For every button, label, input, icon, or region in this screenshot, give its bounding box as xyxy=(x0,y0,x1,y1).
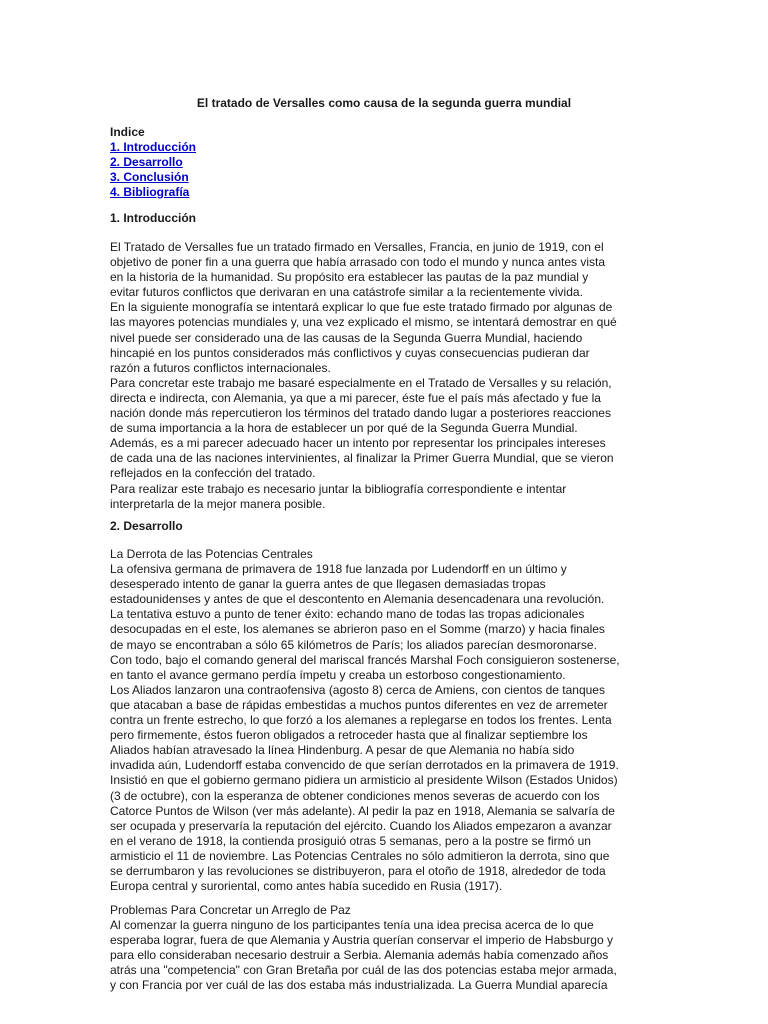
subheading-line: Problemas Para Concretar un Arreglo de Paz xyxy=(110,903,351,917)
text-line: La tentativa estuvo a punto de tener éxito: echando mano de todas las tropas adicionales xyxy=(110,607,585,622)
text-line: Al comenzar la guerra ninguno de los participantes tenía una idea precisa acerca de lo que xyxy=(110,918,594,933)
text-line: La ofensiva germana de primavera de 1918 fue lanzada por Ludendorff en un último y xyxy=(110,562,567,577)
text-line: razón a futuros conflictos internacionales. xyxy=(110,360,331,375)
text-line: estadounidenses y antes de que el descontento en Alemania desencadenara una revolución. xyxy=(110,592,605,607)
text-line: contra un frente estrecho, lo que forzó a los alemanes a replegarse en todos los frentes. Lenta xyxy=(110,713,612,728)
section-heading-introduccion: 1. Introducción xyxy=(110,211,197,225)
desarrollo-paragraph xyxy=(110,547,658,894)
text-line: evitar futuros conflictos que derivaran en una catástrofe similar a la recientemente vivida. xyxy=(110,285,583,300)
text-line: Los Aliados lanzaron una contraofensiva (agosto 8) cerca de Amiens, con cientos de tanques xyxy=(110,682,605,697)
text-line: Europa central y suroriental, como antes había sucedido en Rusia (1917). xyxy=(110,879,503,894)
problemas-paragraph xyxy=(110,903,658,994)
text-line: nación donde más repercutieron los términos del tratado dando lugar a posteriores reacciones xyxy=(110,406,611,421)
text-line: (3 de octubre), con la esperanza de obtener condiciones menos severas de acuerdo con los xyxy=(110,788,600,803)
text-line: en la historia de la humanidad. Su propósito era establecer las pautas de la paz mundial y xyxy=(110,270,589,285)
text-line: Insistió en que el gobierno germano pidiera un armisticio al presidente Wilson (Estados Unidos) xyxy=(110,773,618,788)
text-line: para ello consideraban necesario destruir a Serbia. Alemania además había comenzado años xyxy=(110,948,609,963)
text-line: que atacaban a base de rápidas embestidas a muchos puntos diferentes en vez de arremeter xyxy=(110,697,608,712)
toc-link-bibliografia[interactable]: 4. Bibliografía xyxy=(110,185,190,199)
text-line: y con Francia por ver cuál de las dos estaba más industrializada. La Guerra Mundial aparecía xyxy=(110,978,608,993)
text-line: desocupadas en el este, los alemanes se abrieron paso en el Somme (marzo) y hacia finales xyxy=(110,622,605,637)
text-line: en tanto el avance germano perdía ímpetu y creaba un estorboso congestionamiento. xyxy=(110,667,566,682)
text-line: objetivo de poner fin a una guerra que había arrasado con todo el mundo y nunca antes vista xyxy=(110,255,606,270)
text-line: Para realizar este trabajo es necesario juntar la bibliografía correspondiente e intentar xyxy=(110,481,567,496)
toc-link-conclusion[interactable]: 3. Conclusión xyxy=(110,170,189,184)
text-line: atrás una "competencia" con Gran Bretaña por cuál de las dos potencias estaba mejor armada, xyxy=(110,963,617,978)
text-line: Con todo, bajo el comando general del mariscal francés Marshal Foch consiguieron sostenerse, xyxy=(110,652,620,667)
text-line: desesperado intento de ganar la guerra antes de que llegasen demasiadas tropas xyxy=(110,577,546,592)
text-line: Aliados habían atravesado la línea Hindenburg. A pesar de que Alemania no había sido xyxy=(110,743,575,758)
text-line: reflejados en la confección del tratado. xyxy=(110,466,316,481)
toc-link-introduccion[interactable]: 1. Introducción xyxy=(110,140,197,154)
text-line: nivel puede ser considerado una de las causas de la Segunda Guerra Mundial, haciendo xyxy=(110,330,583,345)
text-line: hincapié en los puntos considerados más conflictivos y cuyas consecuencias pudieran dar xyxy=(110,345,590,360)
text-line: Para concretar este trabajo me basaré especialmente en el Tratado de Versalles y su relación, xyxy=(110,375,612,390)
text-line: El Tratado de Versalles fue un tratado firmado en Versalles, Francia, en junio de 1919, con el xyxy=(110,240,604,254)
text-line: invadida aún, Ludendorff estaba convencido de que serían derrotados en la primavera de 1919. xyxy=(110,758,619,773)
introduccion-paragraph xyxy=(110,240,658,512)
text-line: en el verano de 1918, la contienda prosiguió otras 5 semanas, pero a la postre se firmó un xyxy=(110,833,591,848)
text-line: interpretarla de la mejor manera posible. xyxy=(110,496,326,511)
text-line: Además, es a mi parecer adecuado hacer un intento por representar los principales intereses xyxy=(110,436,606,451)
text-line: En la siguiente monografía se intentará explicar lo que fue este tratado firmado por algunas de xyxy=(110,300,613,315)
table-of-contents xyxy=(110,125,196,200)
text-line: pero firmemente, éstos fueron obligados a retroceder hasta que al finalizar septiembre los xyxy=(110,728,588,743)
toc-link-desarrollo[interactable]: 2. Desarrollo xyxy=(110,155,183,169)
subheading-line: La Derrota de las Potencias Centrales xyxy=(110,547,313,561)
text-line: ser ocupada y preservaría la reputación del ejército. Cuando los Aliados empezaron a avanzar xyxy=(110,818,612,833)
text-line: de cada una de las naciones intervinientes, al finalizar la Primer Guerra Mundial, que se vieron xyxy=(110,451,614,466)
text-line: esperaba lograr, fuera de que Alemania y Austria querían conservar el imperio de Habsburgo y xyxy=(110,933,613,948)
text-line: Catorce Puntos de Wilson (ver más adelante). Al pedir la paz en 1918, Alemania se salvaría de xyxy=(110,803,615,818)
text-line: armisticio el 11 de noviembre. Las Potencias Centrales no sólo admitieron la derrota, sino que xyxy=(110,848,610,863)
text-line: se derrumbaron y las revoluciones se distribuyeron, para el otoño de 1918, alrededor de toda xyxy=(110,863,606,878)
section-heading-desarrollo: 2. Desarrollo xyxy=(110,519,183,533)
text-line: de mayo se encontraban a sólo 65 kilómetros de París; los aliados parecían desmoronarse. xyxy=(110,637,597,652)
document-title: El tratado de Versalles como causa de la segunda guerra mundial xyxy=(196,96,572,110)
toc-heading: Indice xyxy=(110,125,145,139)
text-line: las mayores potencias mundiales y, una vez explicado el mismo, se intentará demostrar en qué xyxy=(110,315,617,330)
text-line: directa e indirecta, con Alemania, ya que a mi parecer, éste fue el país más afectado y fue la xyxy=(110,390,601,405)
text-line: de suma importancia a la hora de establecer un por qué de la Segunda Guerra Mundial. xyxy=(110,421,578,436)
